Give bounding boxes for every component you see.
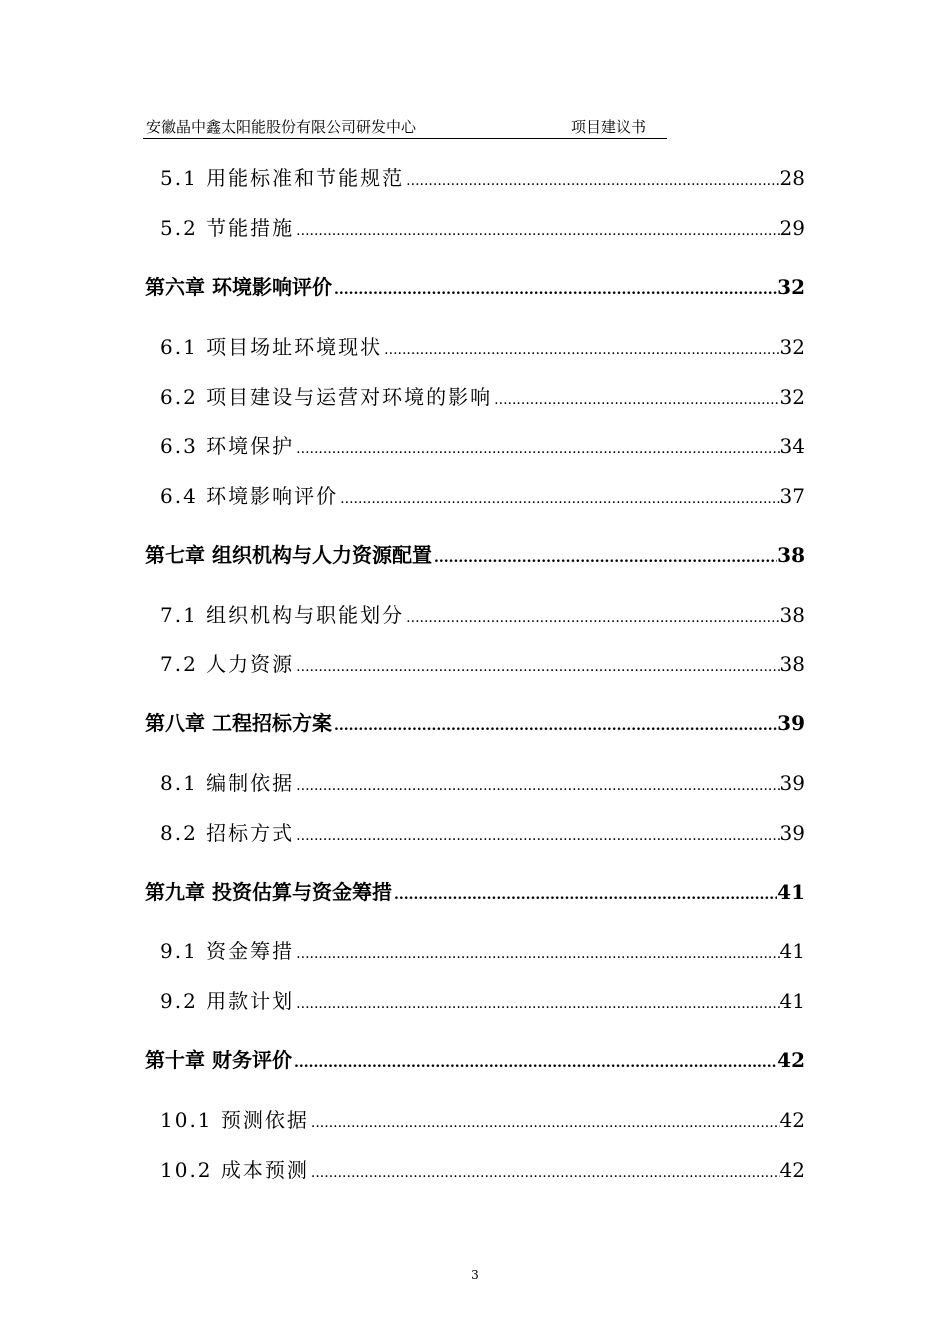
toc-entry-title: 10.1 预测依据 — [160, 1108, 309, 1132]
toc-entry-title: 6.2 项目建设与运营对环境的影响 — [160, 385, 493, 409]
toc-entry-title: 5.2 节能措施 — [160, 216, 295, 240]
toc-entry-7-2[interactable] — [160, 647, 805, 681]
toc-entry-10-1[interactable] — [160, 1103, 805, 1137]
toc-entry-chapter-8[interactable] — [145, 706, 805, 740]
toc-dot-leader — [294, 650, 779, 681]
toc-entry-page: 39 — [777, 711, 805, 735]
toc-entry-9-1[interactable] — [160, 934, 805, 968]
toc-dot-leader — [332, 273, 777, 304]
toc-entry-page: 38 — [779, 603, 805, 627]
toc-entry-page: 41 — [779, 989, 805, 1013]
toc-entry-5-1[interactable] — [160, 161, 805, 195]
toc-entry-title: 8.2 招标方式 — [160, 821, 295, 845]
toc-entry-7-1[interactable] — [160, 598, 805, 632]
toc-entry-page: 41 — [777, 880, 805, 904]
header-document-type: 项目建议书 — [571, 118, 647, 136]
toc-dot-leader — [309, 1156, 780, 1187]
toc-entry-title: 第六章 环境影响评价 — [145, 275, 332, 299]
toc-dot-leader — [404, 601, 779, 632]
toc-dot-leader — [292, 1046, 777, 1077]
toc-dot-leader — [294, 937, 779, 968]
toc-entry-chapter-6[interactable] — [145, 270, 805, 304]
toc-entry-6-4[interactable] — [160, 479, 805, 513]
toc-dot-leader — [294, 819, 779, 850]
toc-entry-title: 7.2 人力资源 — [160, 652, 295, 676]
toc-entry-page: 38 — [779, 652, 805, 676]
toc-dot-leader — [338, 482, 779, 513]
toc-entry-title: 第十章 财务评价 — [145, 1048, 292, 1072]
toc-dot-leader — [294, 987, 779, 1018]
toc-entry-page: 32 — [779, 335, 805, 359]
toc-entry-title: 第九章 投资估算与资金筹措 — [145, 880, 392, 904]
toc-entry-title: 第七章 组织机构与人力资源配置 — [145, 543, 432, 567]
toc-entry-title: 6.1 项目场址环境现状 — [160, 335, 383, 359]
toc-entry-page: 28 — [779, 166, 805, 190]
toc-entry-6-2[interactable] — [160, 380, 805, 414]
toc-entry-page: 29 — [779, 216, 805, 240]
toc-entry-page: 42 — [779, 1108, 805, 1132]
toc-entry-6-3[interactable] — [160, 429, 805, 463]
header-company-name: 安徽晶中鑫太阳能股份有限公司研发中心 — [146, 118, 417, 136]
toc-dot-leader — [392, 878, 777, 909]
toc-entry-6-1[interactable] — [160, 330, 805, 364]
toc-entry-page: 38 — [777, 543, 805, 567]
toc-entry-page: 42 — [777, 1048, 805, 1072]
toc-entry-title: 9.2 用款计划 — [160, 989, 295, 1013]
toc-entry-8-1[interactable] — [160, 766, 805, 800]
toc-entry-title: 第八章 工程招标方案 — [145, 711, 332, 735]
toc-entry-9-2[interactable] — [160, 984, 805, 1018]
toc-entry-chapter-10[interactable] — [145, 1043, 805, 1077]
toc-dot-leader — [492, 383, 779, 414]
toc-entry-title: 6.4 环境影响评价 — [160, 484, 339, 508]
toc-entry-page: 32 — [779, 385, 805, 409]
toc-dot-leader — [332, 709, 777, 740]
toc-entry-page: 39 — [779, 771, 805, 795]
toc-entry-title: 8.1 编制依据 — [160, 771, 295, 795]
toc-entry-title: 9.1 资金筹措 — [160, 939, 295, 963]
toc-entry-page: 42 — [779, 1158, 805, 1182]
toc-dot-leader — [309, 1106, 780, 1137]
toc-entry-page: 37 — [779, 484, 805, 508]
toc-entry-chapter-7[interactable] — [145, 538, 805, 572]
toc-entry-5-2[interactable] — [160, 211, 805, 245]
toc-entry-8-2[interactable] — [160, 816, 805, 850]
toc-dot-leader — [294, 432, 779, 463]
toc-entry-10-2[interactable] — [160, 1153, 805, 1187]
toc-dot-leader — [382, 333, 779, 364]
toc-entry-title: 5.1 用能标准和节能规范 — [160, 166, 405, 190]
toc-entry-chapter-9[interactable] — [145, 875, 805, 909]
page-number: 3 — [471, 1268, 479, 1282]
toc-dot-leader — [294, 214, 779, 245]
toc-dot-leader — [294, 769, 779, 800]
toc-dot-leader — [432, 541, 777, 572]
toc-entry-page: 41 — [779, 939, 805, 963]
toc-dot-leader — [404, 164, 779, 195]
toc-entry-title: 6.3 环境保护 — [160, 434, 295, 458]
toc-entry-page: 34 — [779, 434, 805, 458]
toc-entry-page: 39 — [779, 821, 805, 845]
toc-entry-page: 32 — [777, 275, 805, 299]
toc-entry-title: 10.2 成本预测 — [160, 1158, 309, 1182]
toc-entry-title: 7.1 组织机构与职能划分 — [160, 603, 405, 627]
